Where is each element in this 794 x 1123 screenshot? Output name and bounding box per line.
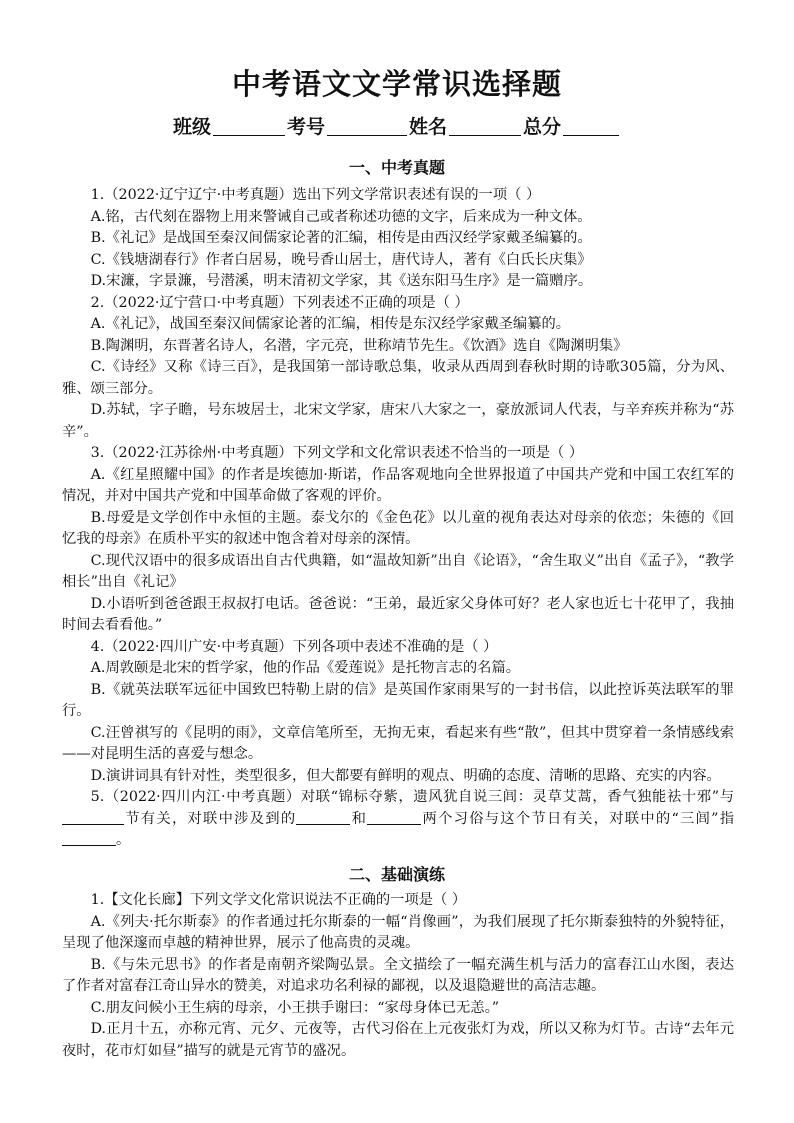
- question-5-text-1: 5.（2022·四川内江·中考真题）对联“锦标夺紫，遗风犹自说三闾：灵草艾蒿，香气独能祛十邪”与: [90, 789, 734, 805]
- name-blank: [449, 117, 521, 136]
- question-3-option-b: B.母爱是文学创作中永恒的主题。泰戈尔的《金色花》以儿童的视角表达对母亲的依恋；朱德的《回忆我的母亲》在质朴平实的叙述中饱含着对母亲的深情。: [62, 509, 734, 547]
- question-4-option-c: C.汪曾祺写的《昆明的雨》，文章信笔所至，无拘无束，看起来有些“散”，但其中贯穿着一条情感线索——对昆明生活的喜爱与想念。: [62, 724, 734, 762]
- exam-no-blank: [327, 117, 407, 136]
- answer-blank-festival: [62, 810, 124, 825]
- section-2-content: [62, 890, 734, 1062]
- student-info-line: [0, 112, 794, 139]
- answer-blank-custom-2: [367, 810, 421, 825]
- section-1-content: [62, 185, 734, 852]
- question-4-option-d: D.演讲词具有针对性，类型很多，但大都要有鲜明的观点、明确的态度、清晰的思路、充实的内容。: [90, 767, 721, 784]
- question-3-option-d: D.小语听到爸爸跟王叔叔打电话。爸爸说：“王弟，最近家父身体可好？老人家也近七十花甲了，我抽时间去看看他。”: [62, 595, 734, 633]
- question-5-text-3: 和: [350, 810, 368, 827]
- question-4-stem: 4.（2022·四川广安·中考真题）下列各项中表述不准确的是（ ）: [90, 638, 498, 655]
- answer-blank-custom-1: [296, 810, 350, 825]
- practice-1-stem: 1.【文化长廊】下列文学文化常识说法不正确的一项是（ ）: [90, 892, 467, 908]
- question-3-option-c: C.现代汉语中的很多成语出自古代典籍，如“温故知新”出自《论语》，“舍生取义”出自《孟子》，“教学相长”出自《礼记》: [62, 552, 734, 590]
- practice-1-option-c: C.朋友问候小王生病的母亲，小王拱手谢曰：“家母身体已无恙。”: [90, 999, 500, 1016]
- question-3-stem: 3.（2022·江苏徐州·中考真题）下列文学和文化常识表述不恰当的一项是（ ）: [90, 445, 584, 461]
- score-label: 总分: [523, 116, 562, 138]
- question-1-option-a: A.铭，古代刻在器物上用来警诫自己或者称述功德的文字，后来成为一种文体。: [90, 208, 592, 225]
- question-1-option-d: D.宋濂，字景濂，号潜溪，明末清初文学家，其《送东阳马生序》是一篇赠序。: [90, 273, 593, 289]
- page-title: 中考语文文学常识选择题: [231, 67, 562, 101]
- section-heading-2: 二、基础演练: [348, 865, 445, 884]
- question-5-text-4: 两个习俗与这个节日有关，对联中的“三闾”指: [421, 810, 735, 827]
- practice-1-option-d: D.正月十五，亦称元宵、元夕、元夜等，古代习俗在上元夜张灯为戏，所以又称为灯节。古诗“去年元夜时，花市灯如昼”描写的就是元宵节的盛况。: [62, 1021, 734, 1059]
- question-2-option-c: C.《诗经》又称《诗三百》，是我国第一部诗歌总集，收录从西周到春秋时期的诗歌305篇，分为风、雅、颂三部分。: [62, 359, 734, 397]
- question-2-option-b: B.陶渊明，东晋著名诗人，名潜，字元亮，世称靖节先生。《饮酒》选自《陶渊明集》: [90, 337, 628, 354]
- question-5-text-5: 。: [116, 832, 131, 848]
- section-heading-1: 一、中考真题: [348, 158, 445, 177]
- practice-1-option-a: A.《列夫·托尔斯泰》的作者通过托尔斯泰的一幅“肖像画”，为我们展现了托尔斯泰独特的外貌特征，呈现了他深邃而卓越的精神世界，展示了他高贵的灵魂。: [62, 913, 734, 951]
- class-blank: [213, 117, 285, 136]
- question-4-option-a: A.周敦颐是北宋的哲学家，他的作品《爱莲说》是托物言志的名篇。: [90, 660, 521, 676]
- question-1-option-c: C.《钱塘湖春行》作者白居易，晚号香山居士，唐代诗人，著有《白氏长庆集》: [90, 251, 592, 268]
- question-3-option-a: A.《红星照耀中国》的作者是埃德加·斯诺，作品客观地向全世界报道了中国共产党和中国工农红军的情况，并对中国共产党和中国革命做了客观的评价。: [62, 466, 734, 504]
- question-2-option-d: D.苏轼，字子瞻，号东坡居士，北宋文学家，唐宋八大家之一，豪放派词人代表，与辛弃疾并称为“苏辛”。: [62, 402, 734, 440]
- question-5-text-2: 节有关，对联中涉及到的: [124, 810, 297, 827]
- question-2-option-a: A.《礼记》，战国至秦汉间儒家论著的汇编，相传是东汉经学家戴圣编纂的。: [90, 316, 571, 332]
- class-label: 班级: [172, 116, 211, 138]
- practice-1-option-b: B.《与朱元思书》的作者是南朝齐梁陶弘景。全文描绘了一幅充满生机与活力的富春江山水图，表达了作者对富春江奇山异水的赞美，对追求功名利禄的鄙视，以及退隐避世的高洁志趣。: [62, 956, 734, 994]
- question-1-option-b: B.《礼记》是战国至秦汉间儒家论著的汇编，相传是由西汉经学家戴圣编纂的。: [90, 230, 592, 246]
- question-2-stem: 2.（2022·辽宁营口·中考真题）下列表述不正确的项是（ ）: [90, 294, 469, 311]
- score-blank: [563, 117, 619, 136]
- name-label: 姓名: [409, 116, 448, 138]
- question-4-option-b: B.《就英法联军远征中国致巴特勒上尉的信》是英国作家雨果写的一封书信，以此控诉英法联军的罪行。: [62, 681, 734, 719]
- exam-no-label: 考号: [286, 116, 325, 138]
- question-5: [62, 787, 734, 852]
- answer-blank-sanlv: [62, 831, 116, 846]
- question-1-stem: 1.（2022·辽宁辽宁·中考真题）选出下列文学常识表述有误的一项（ ）: [90, 187, 541, 203]
